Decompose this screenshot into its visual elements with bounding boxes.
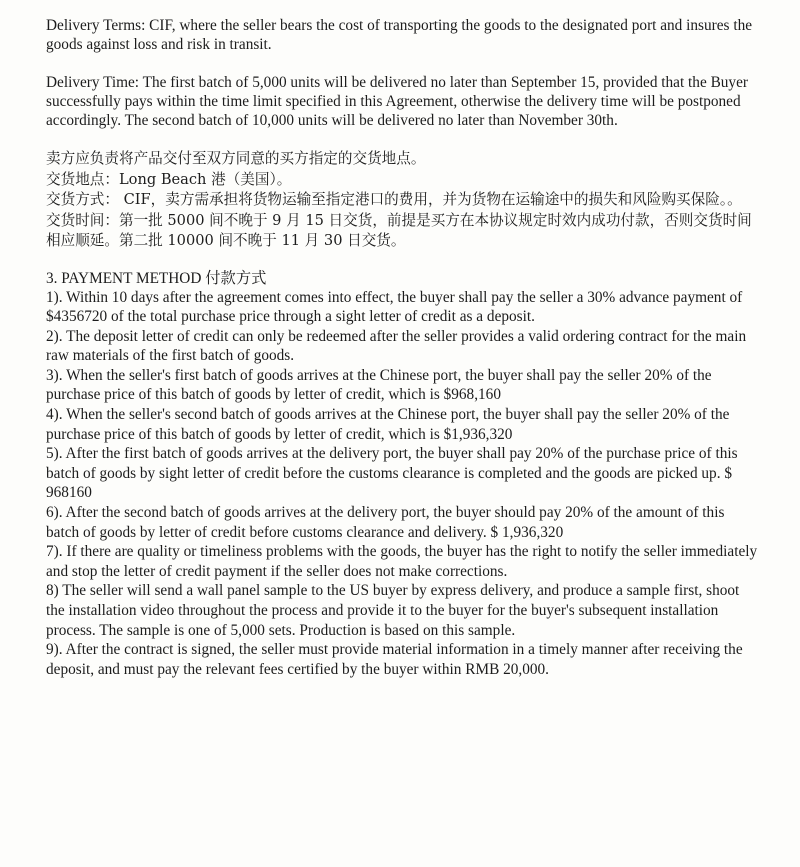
payment-item: 4). When the seller's second batch of goods arrives at the Chinese port, the buyer shall pay the seller 20% of the purchase price of this batch of goods by letter of credit, which is $1,936,320 [46, 406, 730, 443]
payment-item: 3). When the seller's first batch of goods arrives at the Chinese port, the buyer shall pay the seller 20% of the purchase price of this batch of goods by letter of credit, which is $968,160 [46, 366, 712, 404]
chinese-section [46, 149, 758, 252]
payment-item: 7). If there are quality or timeliness problems with the goods, the buyer has the right to notify the seller immediately and stop the letter of credit payment if the seller does not make corrections. [46, 543, 758, 580]
payment-item: 8) The seller will send a wall panel sample to the US buyer by express delivery, and produce a sample first, shoot the installation video throughout the process and provide it to the buyer for the buyer's subsequent installation process. The sample is one of 5,000 sets. Production is based on this sample. [46, 582, 740, 639]
chinese-line-delivery-location: 卖方应负责将产品交付至双方同意的买方指定的交货地点。 [46, 150, 426, 167]
chinese-line-delivery-port: 交货地点：Long Beach 港（美国）。 [46, 170, 292, 188]
payment-item: 6). After the second batch of goods arrives at the delivery port, the buyer should pay 20% of the amount of this batch of goods by letter of credit before customs clearance and delivery. $ 1,936,320 [46, 504, 725, 541]
spacer [46, 54, 758, 73]
chinese-line-delivery-time: 交货时间：第一批 5000 间不晚于 9 月 15 日交货，前提是买方在本协议规定时效内成功付款，否则交货时间相应顺延。第二批 10000 间不晚于 11 月 30 日交货。 [46, 211, 752, 249]
spacer [46, 252, 758, 269]
payment-method-heading: 3. PAYMENT METHOD 付款方式 [46, 269, 267, 287]
chinese-line-delivery-method: 交货方式： CIF，卖方需承担将货物运输至指定港口的费用，并为货物在运输途中的损失和风险购买保险。。 [46, 191, 742, 208]
delivery-time-paragraph: Delivery Time: The first batch of 5,000 units will be delivered no later than September 15, provided that the Buyer successfully pays within the time limit specified in this Agreement, otherwise the delivery time will be postponed accordingly. The second batch of 10,000 units will be delivered no later than November 30th. [46, 74, 748, 129]
payment-item: 2). The deposit letter of credit can only be redeemed after the seller provides a valid ordering contract for the main raw materials of the first batch of goods. [46, 327, 747, 365]
payment-item: 1). Within 10 days after the agreement comes into effect, the buyer shall pay the seller a 30% advance payment of $4356720 of the total purchase price through a sight letter of credit as a deposit. [46, 288, 743, 326]
payment-item: 5). After the first batch of goods arrives at the delivery port, the buyer shall pay 20% of the purchase price of this batch of goods by sight letter of credit before the customs clearance is completed and the goods are picked up. $ 968160 [46, 445, 738, 502]
spacer [46, 130, 758, 149]
delivery-terms-paragraph: Delivery Terms: CIF, where the seller bears the cost of transporting the goods to the designated port and insures the goods against loss and risk in transit. [46, 17, 753, 53]
payment-items-list [46, 288, 758, 680]
payment-item: 9). After the contract is signed, the seller must provide material information in a timely manner after receiving the deposit, and must pay the relevant fees certified by the buyer within RMB 20,000. [46, 641, 743, 678]
